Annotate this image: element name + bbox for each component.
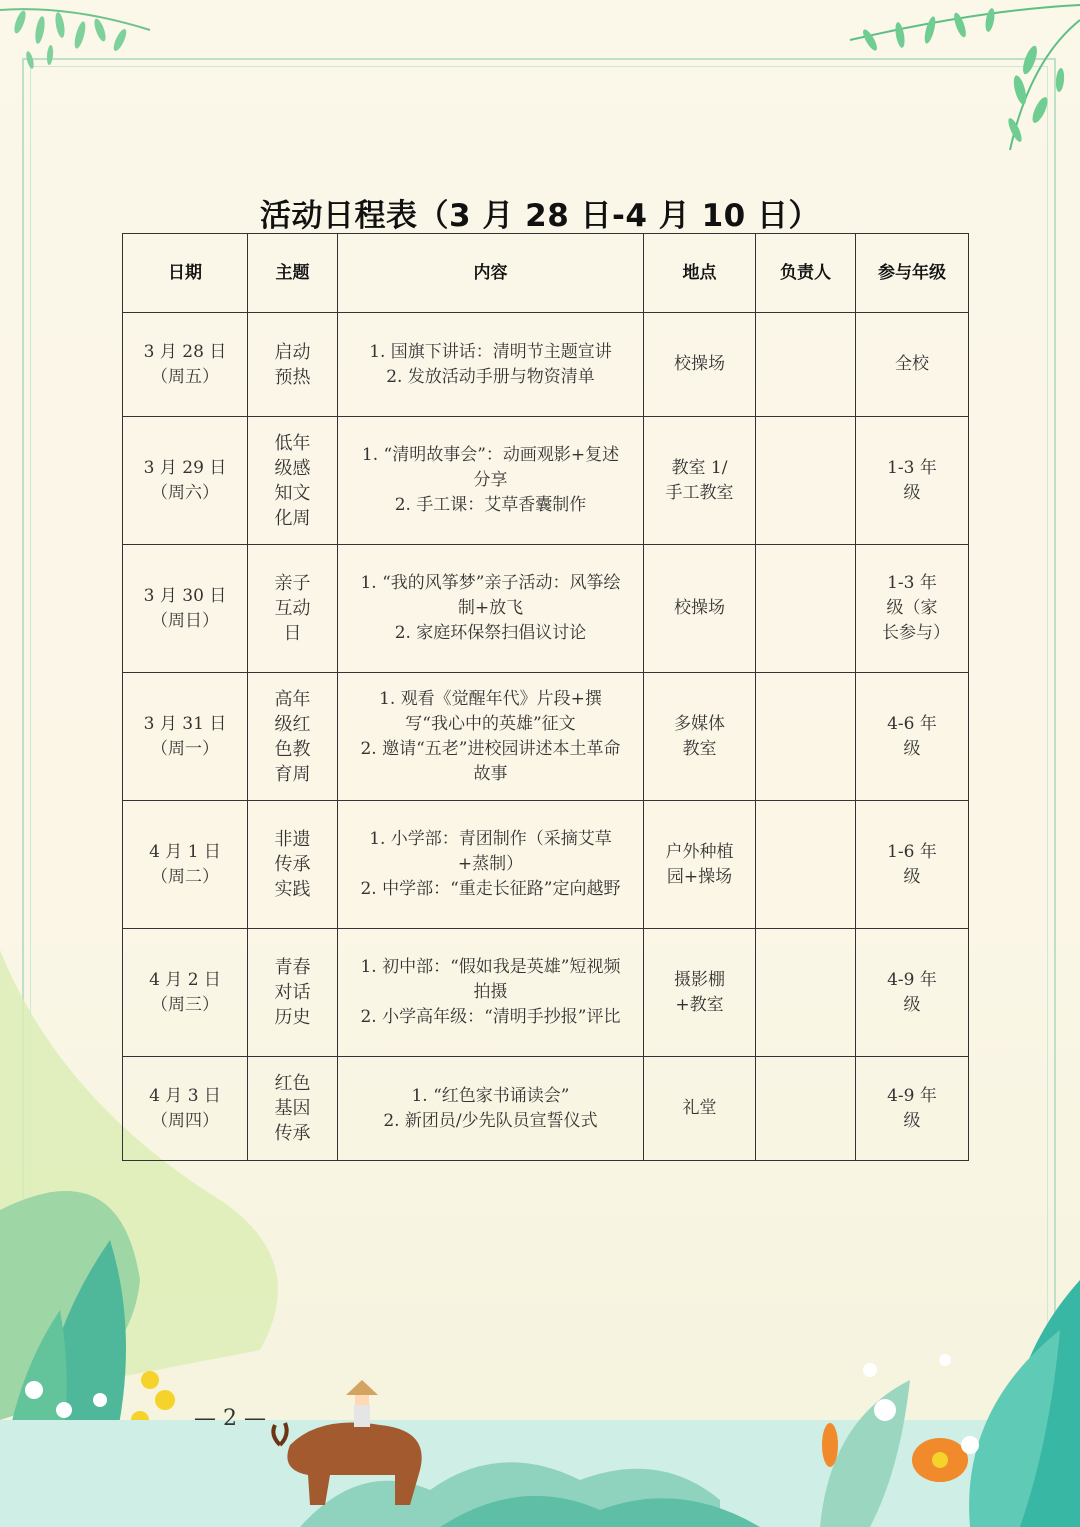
grade-cell: 4-9 年级 — [856, 1057, 969, 1161]
content-cell — [338, 545, 644, 673]
date-cell — [123, 313, 248, 417]
weekday-text: （周日） — [151, 610, 219, 631]
table-row — [123, 313, 969, 417]
content-cell — [338, 801, 644, 929]
date-text: 4 月 1 日 — [149, 841, 221, 862]
header-place: 地点 — [644, 234, 756, 313]
date-cell — [123, 929, 248, 1057]
theme-cell — [248, 1057, 338, 1161]
place-cell: 校操场 — [644, 313, 756, 417]
theme-text: 红色基因传承 — [274, 1073, 311, 1144]
place-cell: 校操场 — [644, 545, 756, 673]
bottom-right-flowers-decoration — [760, 1240, 1080, 1527]
date-text: 3 月 28 日 — [143, 341, 227, 362]
date-cell — [123, 1057, 248, 1161]
willow-branch-top-right-decoration — [830, 0, 1080, 160]
content-item: 1. 小学部：青团制作（采摘艾草+蒸制） — [369, 829, 612, 874]
content-item: 2. 发放活动手册与物资清单 — [386, 366, 595, 387]
table-row — [123, 673, 969, 801]
page-number: — 2 — — [194, 1406, 266, 1431]
theme-text: 低年级感知文化周 — [274, 432, 311, 529]
header-owner: 负责人 — [756, 234, 856, 313]
grade-cell: 4-6 年级 — [856, 673, 969, 801]
activity-schedule-table — [122, 233, 969, 1161]
content-cell — [338, 1057, 644, 1161]
table-row — [123, 545, 969, 673]
header-theme: 主题 — [248, 234, 338, 313]
content-item: 1. “我的风筝梦”亲子活动：风筝绘制+放飞 — [360, 573, 621, 618]
weekday-text: （周二） — [151, 866, 219, 887]
page-title: 活动日程表（3 月 28 日-4 月 10 日） — [259, 198, 821, 234]
content-item: 2. 小学高年级：“清明手抄报”评比 — [360, 1007, 621, 1027]
place-cell: 多媒体教室 — [644, 673, 756, 801]
content-item: 2. 中学部：“重走长征路”定向越野 — [360, 879, 621, 899]
content-cell — [338, 673, 644, 801]
place-cell: 礼堂 — [644, 1057, 756, 1161]
content-item: 2. 手工课：艾草香囊制作 — [394, 495, 587, 515]
owner-cell — [756, 929, 856, 1057]
table-row — [123, 1057, 969, 1161]
theme-text: 亲子互动日 — [274, 573, 311, 644]
weekday-text: （周四） — [151, 1110, 219, 1131]
place-cell: 户外种植园+操场 — [644, 801, 756, 929]
buffalo-rider-illustration — [270, 1375, 450, 1515]
content-item: 2. 新团员/少先队员宣誓仪式 — [383, 1110, 598, 1131]
header-content: 内容 — [338, 234, 644, 313]
owner-cell — [756, 801, 856, 929]
owner-cell — [756, 417, 856, 545]
owner-cell — [756, 545, 856, 673]
grade-cell: 4-9 年级 — [856, 929, 969, 1057]
weekday-text: （周三） — [151, 994, 219, 1015]
theme-cell — [248, 417, 338, 545]
date-cell — [123, 801, 248, 929]
theme-cell — [248, 929, 338, 1057]
date-cell — [123, 545, 248, 673]
content-item: 1. 国旗下讲话：清明节主题宣讲 — [369, 341, 612, 362]
theme-text: 青春对话历史 — [274, 957, 311, 1028]
content-item: 1. “红色家书诵读会” — [411, 1085, 570, 1106]
owner-cell — [756, 313, 856, 417]
date-text: 3 月 30 日 — [143, 585, 227, 606]
theme-text: 高年级红色教育周 — [274, 688, 311, 785]
date-cell — [123, 417, 248, 545]
content-cell — [338, 313, 644, 417]
place-cell: 摄影棚+教室 — [644, 929, 756, 1057]
header-grade: 参与年级 — [856, 234, 969, 313]
content-item: 1. 初中部：“假如我是英雄”短视频拍摄 — [360, 957, 621, 1002]
content-item: 2. 家庭环保祭扫倡议讨论 — [394, 623, 587, 643]
content-cell — [338, 929, 644, 1057]
grade-cell: 全校 — [856, 313, 969, 417]
table-row — [123, 929, 969, 1057]
theme-text: 启动预热 — [274, 341, 311, 388]
theme-cell — [248, 545, 338, 673]
table-row — [123, 417, 969, 545]
place-cell: 教室 1/手工教室 — [644, 417, 756, 545]
content-item: 1. “清明故事会”：动画观影+复述分享 — [361, 445, 620, 490]
weekday-text: （周五） — [151, 366, 219, 387]
header-date: 日期 — [123, 234, 248, 313]
grade-cell: 1-6 年级 — [856, 801, 969, 929]
grade-cell: 1-3 年级（家长参与） — [856, 545, 969, 673]
date-text: 3 月 31 日 — [143, 713, 227, 734]
date-text: 4 月 2 日 — [149, 969, 221, 990]
date-cell — [123, 673, 248, 801]
table-header-row — [123, 234, 969, 313]
table-row — [123, 801, 969, 929]
content-item: 1. 观看《觉醒年代》片段+撰写“我心中的英雄”征文 — [379, 688, 602, 734]
date-text: 3 月 29 日 — [143, 457, 227, 478]
theme-text: 非遗传承实践 — [274, 829, 311, 900]
content-item: 2. 邀请“五老”进校园讲述本土革命故事 — [360, 738, 621, 784]
owner-cell — [756, 673, 856, 801]
weekday-text: （周一） — [151, 738, 219, 759]
date-text: 4 月 3 日 — [149, 1085, 221, 1106]
theme-cell — [248, 673, 338, 801]
theme-cell — [248, 801, 338, 929]
owner-cell — [756, 1057, 856, 1161]
content-cell — [338, 417, 644, 545]
willow-branch-top-left-decoration — [0, 0, 180, 90]
theme-cell — [248, 313, 338, 417]
grade-cell: 1-3 年级 — [856, 417, 969, 545]
weekday-text: （周六） — [151, 482, 219, 503]
